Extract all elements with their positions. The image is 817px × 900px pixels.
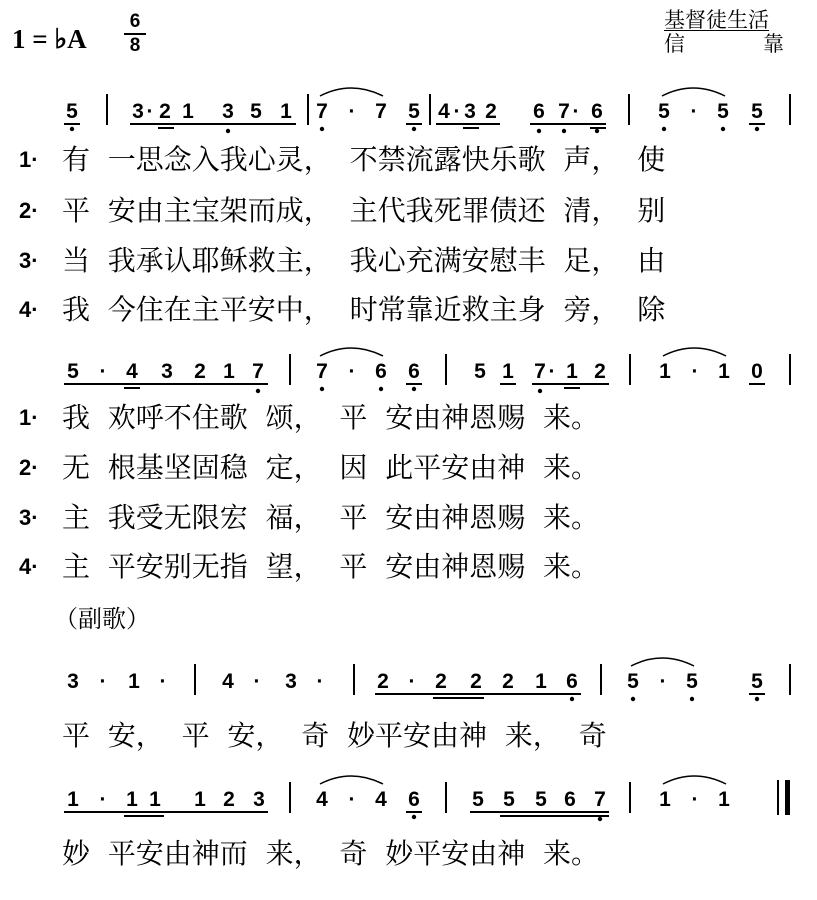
note: 7 (375, 100, 387, 123)
note: 7 (594, 788, 606, 811)
author-title-char-2: 靠 (763, 32, 784, 56)
note: 1 (126, 788, 138, 811)
note: 6 (533, 100, 545, 123)
note-dot: · (408, 670, 416, 693)
note-dot: · (348, 360, 356, 383)
lyric-line: 无 根基坚固稳 定， 因 此平安由神 来。 (62, 451, 600, 484)
note-dot: · (99, 788, 107, 811)
note: 2 (194, 360, 206, 383)
note-dot: · (691, 788, 699, 811)
verse-number: 3· (19, 248, 39, 273)
lyric-line: 主 我受无限宏 福， 平 安由神恩赐 来。 (62, 501, 600, 534)
chorus-label: （副歌） (54, 605, 150, 633)
time-signature-top: 6 (129, 11, 141, 32)
note: 1 (280, 100, 292, 123)
note: 6 (591, 100, 603, 123)
note: 4 (316, 788, 328, 811)
note: 1 (67, 788, 79, 811)
verse-number: 1· (19, 147, 39, 172)
lyric-line: 我 今住在主平安中， 时常靠近救主身 旁， 除 (62, 293, 666, 326)
octave-dots (570, 697, 759, 701)
key-signature: 1 = ♭A (12, 24, 87, 54)
verse-number: 3· (19, 505, 39, 530)
note: 6 (564, 788, 576, 811)
note: 2 (470, 670, 482, 693)
note: 1 (659, 788, 671, 811)
note: 1 (194, 788, 206, 811)
note: 1 (718, 360, 730, 383)
note-dot: · (99, 360, 107, 383)
note: 5 (66, 100, 78, 123)
note-dot: · (316, 670, 324, 693)
verse-number: 2· (19, 455, 39, 480)
note: 5 (535, 788, 547, 811)
note: 5 (751, 100, 763, 123)
note: 2 (435, 670, 447, 693)
note: 3 (464, 100, 476, 123)
note: 5 (751, 670, 763, 693)
note: 7 (558, 100, 570, 123)
note: 2 (159, 100, 171, 123)
system-4 (64, 776, 790, 821)
ties (320, 348, 726, 356)
note: 5 (67, 360, 79, 383)
note: 4 (438, 100, 450, 123)
note: 6 (408, 360, 420, 383)
note: 2 (223, 788, 235, 811)
note: 2 (485, 100, 497, 123)
lyric-line: 我 欢呼不住歌 颂， 平 安由神恩赐 来。 (62, 401, 600, 434)
author-source: 基督徒生活 (664, 8, 769, 32)
note: 3 (67, 670, 79, 693)
note: 4 (126, 360, 138, 383)
note: 2 (594, 360, 606, 383)
note: 5 (658, 100, 670, 123)
note: 4 (375, 788, 387, 811)
note: 4 (222, 670, 234, 693)
note-dot: · (453, 100, 461, 123)
note: 6 (375, 360, 387, 383)
note-dot: · (691, 360, 699, 383)
verse-number: 2· (19, 198, 39, 223)
note-dot: · (159, 670, 167, 693)
note: 1 (659, 360, 671, 383)
note-dot: · (690, 100, 698, 123)
note: 6 (408, 788, 420, 811)
note: 3 (161, 360, 173, 383)
note: 1 (149, 788, 161, 811)
note-dot: · (348, 100, 356, 123)
lyric-line: 当 我承认耶稣救主， 我心充满安慰丰 足， 由 (62, 244, 666, 277)
note: 7 (252, 360, 264, 383)
verse-number: 1· (19, 405, 39, 430)
octave-dots (256, 387, 542, 393)
note: 5 (472, 788, 484, 811)
note-dot: · (348, 788, 356, 811)
note: 1 (566, 360, 578, 383)
note: 5 (250, 100, 262, 123)
note: 1 (502, 360, 514, 383)
lyric-line: 主 平安别无指 望， 平 安由神恩赐 来。 (62, 550, 600, 583)
note: 5 (408, 100, 420, 123)
note: 5 (686, 670, 698, 693)
note-dot: · (253, 670, 261, 693)
chorus-lyric-line: 妙 平安由神而 来， 奇 妙平安由神 来。 (62, 837, 600, 870)
ties (320, 776, 726, 784)
note: 2 (377, 670, 389, 693)
note: 7 (316, 360, 328, 383)
note: 3 (253, 788, 265, 811)
note-dot: · (572, 100, 580, 123)
note: 1 (182, 100, 194, 123)
note: 1 (718, 788, 730, 811)
note: 6 (566, 670, 578, 693)
lyric-line: 有 一思念入我心灵， 不禁流露快乐歌 声， 使 (62, 143, 666, 176)
note-dot: · (659, 670, 667, 693)
beams (64, 812, 609, 816)
author-title-char-1: 信 (664, 32, 685, 56)
note: 0 (751, 360, 763, 383)
ties (631, 658, 694, 666)
verse-number: 4· (19, 297, 39, 322)
note: 1 (128, 670, 140, 693)
system-3 (67, 658, 790, 701)
note: 5 (717, 100, 729, 123)
final-barline (785, 780, 790, 815)
time-signature-bottom: 8 (129, 35, 141, 56)
note: 3 (222, 100, 234, 123)
note: 5 (627, 670, 639, 693)
note-dot: · (99, 670, 107, 693)
note: 1 (535, 670, 547, 693)
chorus-lyric-line: 平 安， 平 安， 奇 妙平安由神 来， 奇 (62, 719, 607, 752)
ties (320, 88, 725, 96)
note: 7 (316, 100, 328, 123)
note: 7 (534, 360, 546, 383)
barlines (290, 780, 778, 815)
note: 3 (132, 100, 144, 123)
beams (375, 694, 765, 698)
note: 1 (223, 360, 235, 383)
system-1 (64, 88, 790, 133)
note: 5 (474, 360, 486, 383)
note-dot: · (548, 360, 556, 383)
note: 2 (502, 670, 514, 693)
lyric-line: 平 安由主宝架而成， 主代我死罪债还 清， 别 (62, 194, 666, 227)
note-dot: · (146, 100, 154, 123)
verse-number: 4· (19, 554, 39, 579)
system-2 (64, 348, 790, 393)
note: 3 (285, 670, 297, 693)
note: 5 (503, 788, 515, 811)
